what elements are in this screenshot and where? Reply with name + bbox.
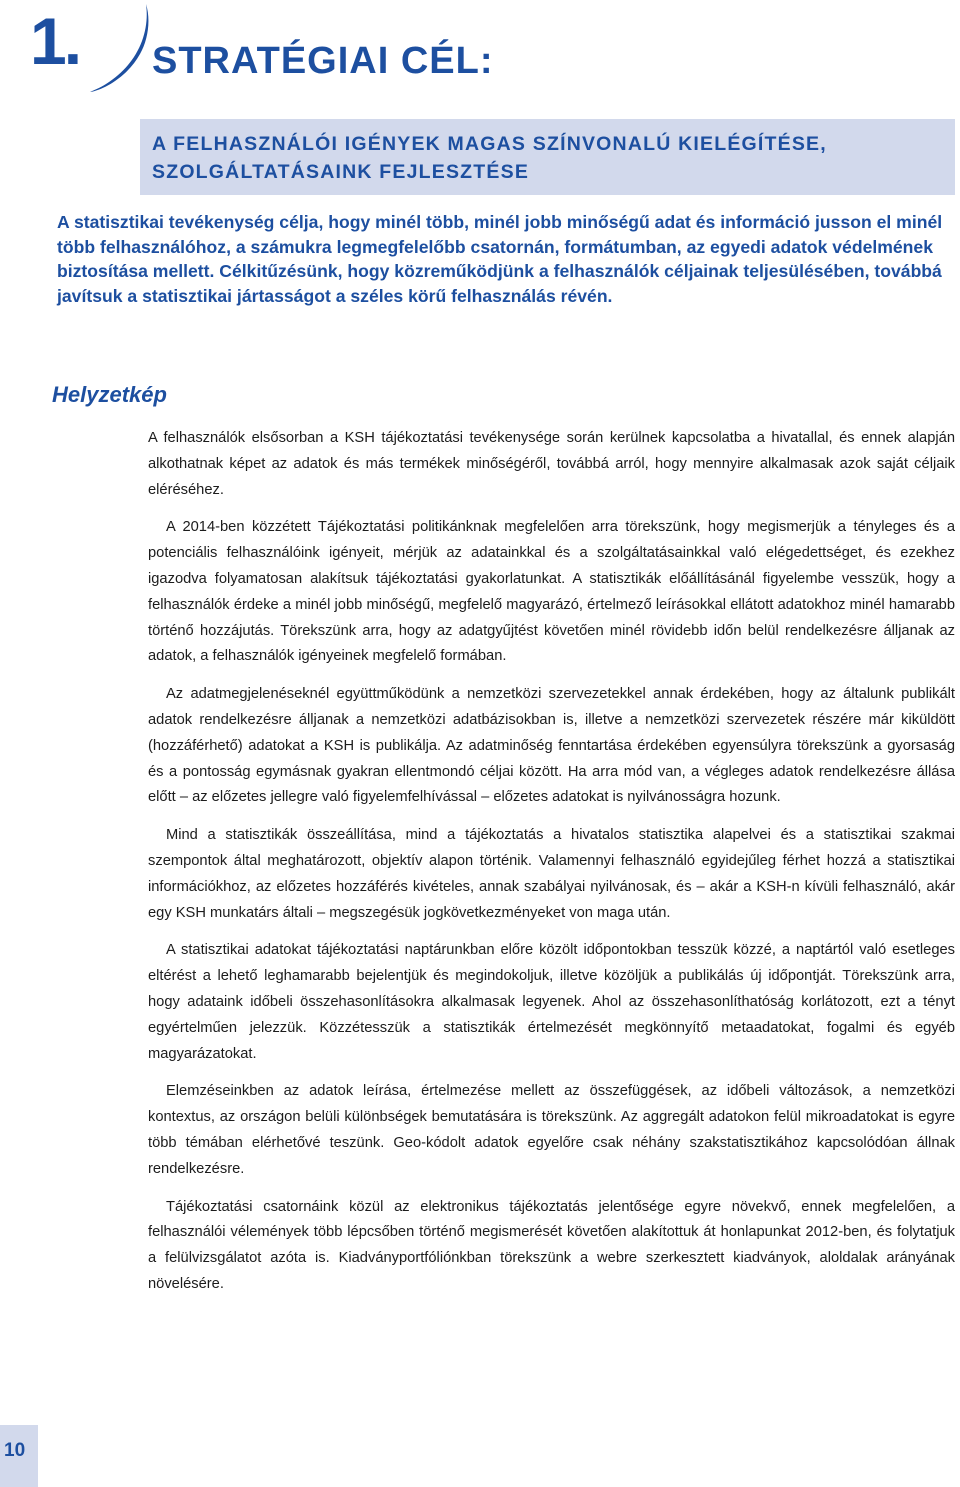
banner-line-2: SZOLGÁLTATÁSAINK FEJLESZTÉSE bbox=[152, 161, 530, 183]
paragraph: A 2014-ben közzétett Tájékoztatási politikánknak megfelelően arra törekszünk, hogy megismerjük a tényleges és a potenciális felhasználóink igényeit, mérjük az adatainkkal és a szolgáltatásainkkal való elégedettséget, és ezekhez igazodva folyamatosan alakítsuk tájékoztatási gyakorlatunkat. A statisztikák előállításánál figyelembe vesszük, hogy a felhasználók érdeke a minél jobb minőségű, megfelelő magyarázó, értelmező leírásokkal ellátott adatokhoz minél hamarabb történő hozzájutás. Törekszünk arra, hogy az adatgyűjtést követően minél rövidebb időn belül rendelkezésre álljanak az adatok, a felhasználók igényeinek megfelelő formában. bbox=[148, 519, 955, 665]
body-text-column bbox=[148, 426, 955, 1310]
paragraph: Az adatmegjelenéseknél együttműködünk a nemzetközi szervezetekkel annak érdekében, hogy az általunk publikált adatok rendelkezésre álljanak a nemzetközi adatbázisokban is, illetve a nemzetközi szervezetek részére már kiküldött (hozzáférhető) adatokat a KSH is publikálja. Az adatminőség fenntartása érdekében egyensúlyra törekszünk a gyorsaság és a pontosság egymásnak gyakran ellentmondó céljai között. Ha arra mód van, a végleges adatok rendelkezésre állása előtt – az előzetes jellegre való figyelemfelhívással – előzetes adatokat is nyilvánosságra hozunk. bbox=[148, 686, 955, 806]
swoosh-decoration-icon bbox=[88, 2, 158, 102]
banner-text bbox=[152, 130, 827, 186]
chapter-number: 1. bbox=[30, 4, 80, 78]
banner-line-1: A FELHASZNÁLÓI IGÉNYEK MAGAS SZÍNVONALÚ KIELÉGÍTÉSE, bbox=[152, 133, 827, 155]
paragraph: A statisztikai adatokat tájékoztatási naptárunkban előre közölt időpontokban tesszük közzé, a naptártól való esetleges eltérést a lehető leghamarabb bejelentjük és megindokoljuk, illetve közöljük a publikálás új időpontját. Törekszünk arra, hogy adataink időbeli összehasonlításokra alkalmasak legyenek. Ahol az összehasonlíthatóság korlátozott, ezt a tényt egyértelműen jelezzük. Közzétesszük a statisztikák értelmezését megkönnyítő metaadatokat, fogalmi és egyéb magyarázatokat. bbox=[148, 942, 955, 1062]
paragraph: A felhasználók elsősorban a KSH tájékoztatási tevékenysége során kerülnek kapcsolatba a hivatallal, és ennek alapján alkothatnak képet az adatok és más termékek minőségéről, továbbá arról, hogy mennyire alkalmasak azok saját céljaik eléréséhez. bbox=[148, 430, 955, 498]
paragraph: Elemzéseinkben az adatok leírása, értelmezése mellett az összefüggések, az időbeli változások, a nemzetközi kontextus, az országon belüli különbségek bemutatására is törekszünk. Az aggregált adatokon felül mikroadatokat is egyre több témában elérhetővé teszünk. Geo-kódolt adatok egyelőre csak néhány szakstatisztikához kapcsolódóan állnak rendelkezésre. bbox=[148, 1083, 955, 1177]
paragraph: Mind a statisztikák összeállítása, mind a tájékoztatás a hivatalos statisztika alapelvei és a statisztikai szakmai szempontok által meghatározott, objektív alapon történik. Valamennyi felhasználó egyidejűleg férhet hozzá a statisztikai információkhoz, az előzetes hozzáférés kivételes, annak szabályai nyilvánosak, és – akár a KSH-n kívüli felhasználó, akár egy KSH munkatárs általi – megszegésük jogkövetkezményeket von maga után. bbox=[148, 827, 955, 921]
section-heading: Helyzetkép bbox=[52, 382, 167, 407]
page-number: 10 bbox=[4, 1440, 26, 1461]
intro-paragraph: A statisztikai tevékenység célja, hogy minél több, minél jobb minőségű adat és információ jusson el minél több felhasználóhoz, a számukra legmegfelelőbb csatornán, formátumban, az egyedi adatok védelmének biztosítása mellett. Célkitűzésünk, hogy közreműködjünk a felhasználók céljainak teljesülésében, továbbá javítsuk a statisztikai jártasságot a széles körű felhasználás révén. bbox=[57, 212, 943, 306]
chapter-title: STRATÉGIAI CÉL: bbox=[152, 40, 494, 82]
subtitle-banner bbox=[140, 119, 955, 195]
paragraph: Tájékoztatási csatornáink közül az elektronikus tájékoztatás jelentősége egyre növekvő, ennek megfelelően, a felhasználói vélemények több lépcsőben történő megismerését követően alakítottuk át honlapunkat 2012-ben, és folytatjuk a felülvizsgálatot azóta is. Kiadványportfóliónkban törekszünk a webre szerkesztett kiadványok, aloldalak arányának növelésére. bbox=[148, 1198, 955, 1292]
